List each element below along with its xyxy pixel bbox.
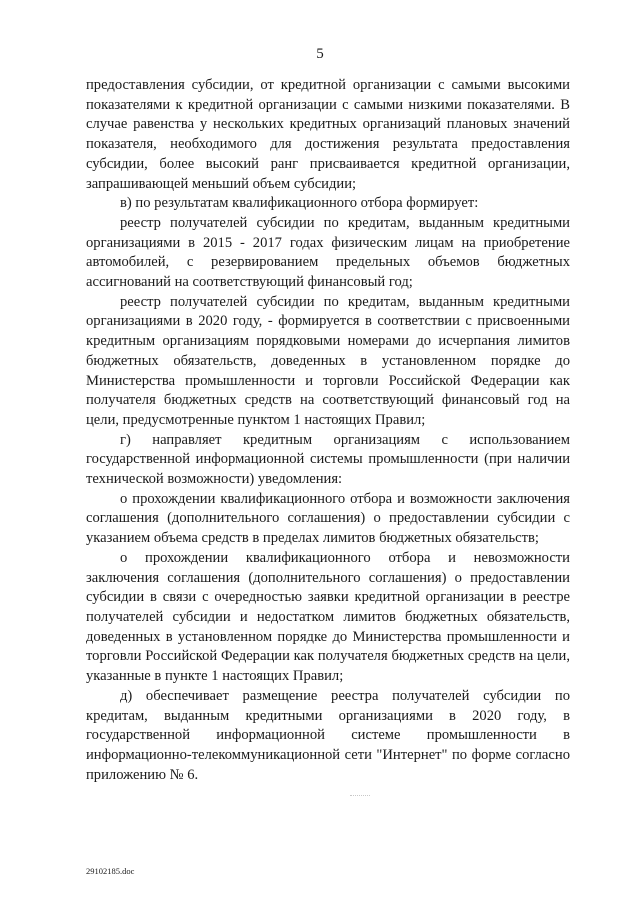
document-file-reference: 29102185.doc (86, 866, 135, 876)
paragraph-ranking-continuation: предоставления субсидии, от кредитной организации с самыми высокими показателями к кредитной организации с самыми низкими показателями. В случае равенства у нескольких кредитных организаций плановых значений показателя, необходимого для достижения результата предоставления субсидии, более высокий ранг присваивается кредитной организации, запрашивающей меньший объем субсидии; (86, 77, 570, 192)
paragraph-item-g: г) направляет кредитным организациям с использованием государственной информационной системы промышленности (при наличии технической возможности) уведомления: (86, 431, 570, 488)
paragraph-notice-possible: о прохождении квалификационного отбора и возможности заключения соглашения (дополнительного соглашения) о предоставлении субсидии с указанием объема средств в пределах лимитов бюджетных обязательств; (86, 490, 570, 547)
page-number: 5 (316, 46, 324, 62)
paragraph-registry-2015-2017: реестр получателей субсидии по кредитам, выданным кредитными организациями в 2015 - 2017 годах физическим лицам на приобретение автомобилей, с резервированием предельных объемов бюджетных ассигнований на соответствующий финансовый год; (86, 214, 570, 291)
scan-artifact (350, 795, 370, 798)
paragraph-registry-2020: реестр получателей субсидии по кредитам, выданным кредитными организациями в 2020 году, - формируется в соответствии с присвоенными кредитным организациям порядковыми номерами до исчерпания лимитов бюджетных обязательств, доведенных в установленном порядке до Министерства промышленности и торговли Российской Федерации как получателя бюджетных средств на соответствующий финансовый год на цели, предусмотренные пунктом 1 настоящих Правил; (86, 293, 570, 428)
paragraph-item-d: д) обеспечивает размещение реестра получателей субсидии по кредитам, выданным кредитными организациями в 2020 году, в государственной информационной системе промышленности в информационно-телекоммуникационной сети "Интернет" по форме согласно приложению № 6. (86, 687, 570, 783)
paragraph-item-v: в) по результатам квалификационного отбора формирует: (120, 195, 479, 212)
paragraph-notice-impossible: о прохождении квалификационного отбора и невозможности заключения соглашения (дополнительного соглашения) о предоставлении субсидии в связи с очередностью заявки кредитной организации в реестре получателей субсидии и недостатком лимитов бюджетных обязательств, доведенных в установленном порядке до Министерства промышленности и торговли Российской Федерации как получателя бюджетных средств на цели, указанные в пункте 1 настоящих Правил; (86, 549, 570, 685)
document-body (86, 76, 570, 785)
